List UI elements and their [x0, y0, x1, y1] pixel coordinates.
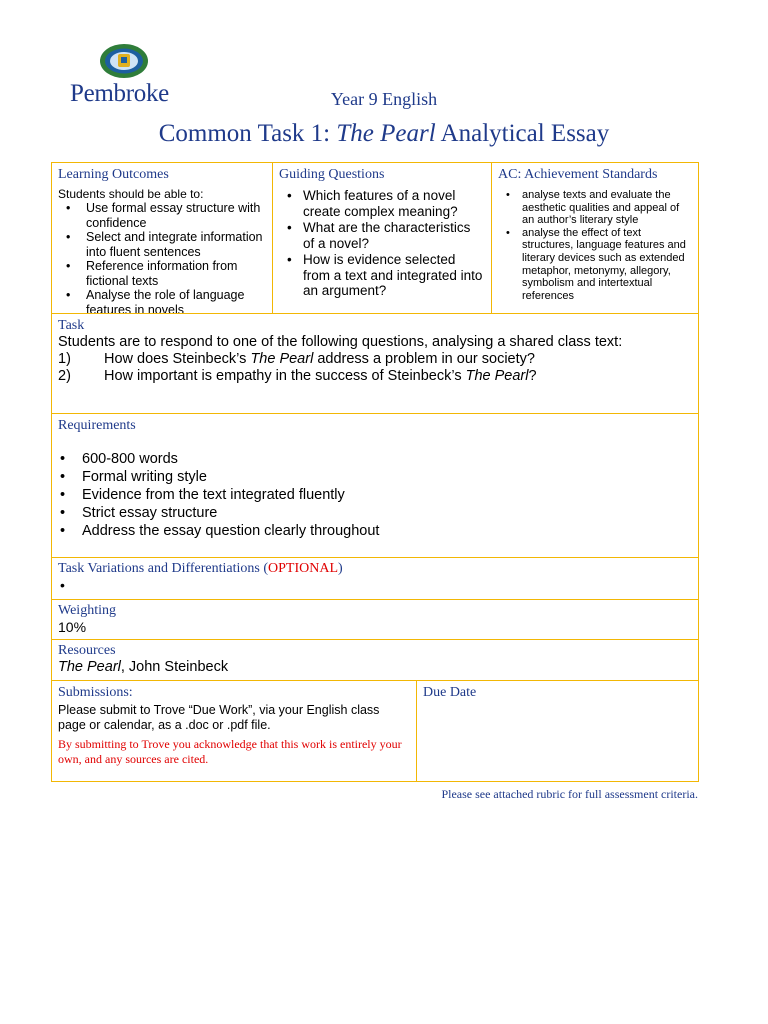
list-item: • Analyse the role of language features in novels [58, 288, 266, 317]
guiding-questions-cell [273, 163, 492, 313]
list-item: • Evidence from the text integrated fluently [58, 486, 692, 504]
list-item: • What are the characteristics of a novel? [279, 220, 485, 251]
achievement-standards-heading: AC: Achievement Standards [498, 167, 658, 182]
list-item: • Use formal essay structure with confidence [58, 201, 266, 230]
outcomes-row [51, 162, 699, 317]
page-title: Common Task 1: The Pearl Analytical Essay [158, 120, 610, 147]
achievement-standards-cell [492, 163, 700, 313]
list-item: • Select and integrate information into fluent sentences [58, 230, 266, 259]
variations-heading: Task Variations and Differentiations (OPTIONAL) [58, 561, 343, 576]
learning-outcomes-cell [52, 163, 273, 317]
list-item: • Address the essay question clearly throughout [58, 522, 692, 540]
list-item: • How is evidence selected from a text and integrated into an argument? [279, 252, 485, 299]
guiding-questions-list [279, 188, 485, 299]
task-heading: Task [58, 318, 85, 333]
resources-section [51, 639, 699, 681]
due-date-heading: Due Date [423, 685, 477, 700]
guiding-questions-heading: Guiding Questions [279, 167, 385, 182]
subject-heading: Year 9 English [330, 89, 438, 109]
requirements-heading: Requirements [58, 418, 136, 433]
due-date-cell [417, 681, 700, 781]
list-item: • analyse the effect of text structures, language features and literary devices such as extended metaphor, metonymy, allegory, symbolism and intertextual references [498, 227, 694, 303]
task-body [58, 334, 692, 385]
task-section [51, 313, 699, 414]
variations-section [51, 557, 699, 600]
list-item: • Reference information from fictional texts [58, 259, 266, 288]
resources-value: The Pearl, John Steinbeck [58, 659, 229, 675]
list-item: • Formal writing style [58, 468, 692, 486]
submissions-cell [52, 681, 417, 781]
submissions-acknowledgement: By submitting to Trove you acknowledge that this work is entirely your own, and any sources are cited. [58, 737, 402, 766]
list-item: • Strict essay structure [58, 504, 692, 522]
weighting-value: 10% [58, 619, 87, 635]
task-intro: Students are to respond to one of the following questions, analysing a shared class text: [58, 334, 623, 350]
requirements-section [51, 413, 699, 558]
learning-outcomes-heading: Learning Outcomes [58, 167, 169, 182]
task-question-2: 2) How important is empathy in the success of Steinbeck’s The Pearl? [58, 368, 537, 384]
list-item: • Which features of a novel create complex meaning? [279, 188, 485, 219]
achievement-standards-list [498, 189, 694, 302]
rubric-note: Please see attached rubric for full assessment criteria. [441, 787, 698, 801]
weighting-section [51, 599, 699, 640]
variations-empty-bullet: • [60, 577, 65, 593]
brand-name: Pembroke [70, 80, 169, 107]
learning-outcomes-intro: Students should be able to: [58, 187, 204, 201]
submissions-instructions: Please submit to Trove “Due Work”, via your English class page or calendar, as a .doc or .pdf file. [58, 703, 380, 732]
list-item: • analyse texts and evaluate the aesthetic qualities and appeal of an author’s literary style [498, 189, 694, 227]
resources-heading: Resources [58, 643, 116, 658]
task-question-1: 1) How does Steinbeck’s The Pearl address a problem in our society? [58, 351, 535, 367]
submissions-row [51, 680, 699, 782]
weighting-heading: Weighting [58, 603, 116, 618]
school-crest-icon [99, 42, 149, 80]
submissions-heading: Submissions: [58, 685, 133, 700]
list-item: • 600-800 words [58, 450, 692, 468]
learning-outcomes-list [58, 201, 266, 317]
requirements-list [58, 450, 692, 540]
